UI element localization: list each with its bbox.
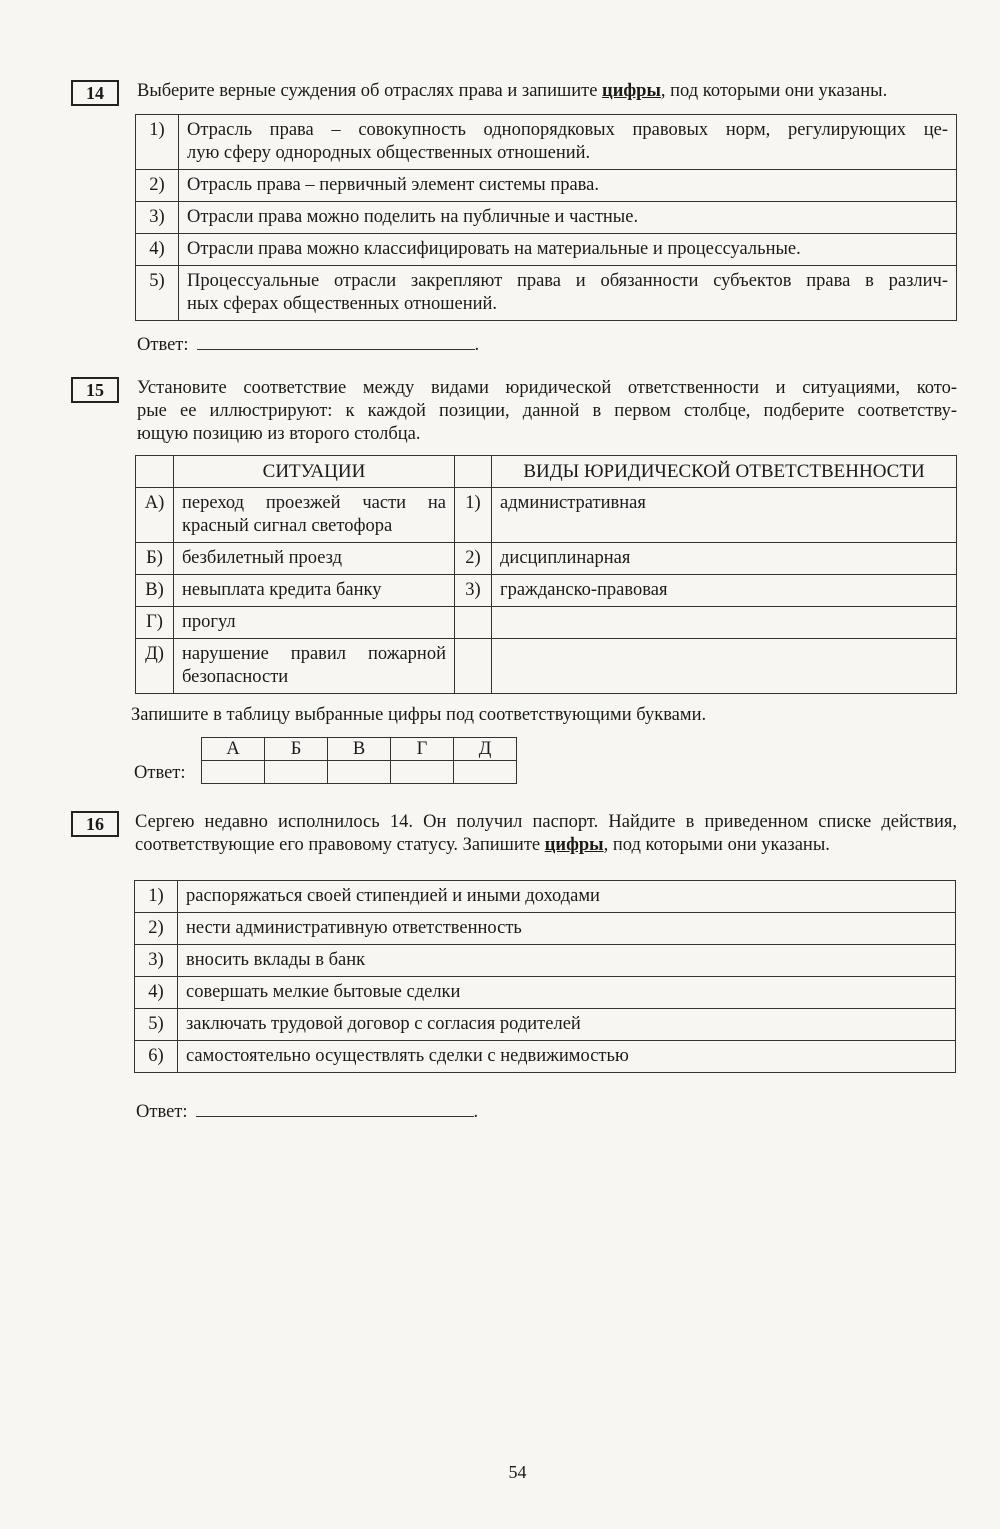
table-row bbox=[136, 266, 957, 321]
item-text: Отрасли права можно классифицировать на материальные и процессуальные. bbox=[179, 234, 957, 266]
row-letter: Б) bbox=[136, 543, 174, 575]
header-kinds: ВИДЫ ЮРИДИЧЕСКОЙ ОТВЕТСТВЕННОСТИ bbox=[492, 456, 957, 488]
table-header-row bbox=[136, 456, 957, 488]
item-number: 3) bbox=[136, 202, 179, 234]
item-number: 4) bbox=[136, 234, 179, 266]
task-15-answer-grid bbox=[201, 737, 517, 784]
prompt-line bbox=[135, 834, 957, 857]
task-14-answer bbox=[137, 331, 479, 357]
row-letter: Д) bbox=[136, 639, 174, 694]
grid-letter: А bbox=[202, 738, 265, 761]
task-15-answer-label: Ответ: bbox=[134, 763, 186, 783]
prompt-line: Установите соответствие между видами юридической ответственности и ситуациями, кото- bbox=[137, 378, 957, 398]
grid-letter: В bbox=[328, 738, 391, 761]
table-row bbox=[135, 1041, 956, 1073]
task-number-15: 15 bbox=[71, 377, 119, 403]
grid-answer-cell[interactable] bbox=[328, 761, 391, 784]
situation-cell bbox=[174, 488, 455, 543]
table-row bbox=[136, 543, 957, 575]
answer-blank-field[interactable] bbox=[197, 331, 475, 350]
table-row bbox=[136, 575, 957, 607]
item-number: 1) bbox=[136, 115, 179, 170]
item-text: нести административную ответственность bbox=[178, 913, 956, 945]
item-text bbox=[179, 266, 957, 321]
answer-label: Ответ: bbox=[137, 335, 189, 355]
item-number: 1) bbox=[135, 881, 178, 913]
prompt-line: ющую позицию из второго столбца. bbox=[137, 424, 421, 444]
task-number-16: 16 bbox=[71, 811, 119, 837]
item-line: лую сферу однородных общественных отношений. bbox=[187, 143, 591, 163]
item-number: 5) bbox=[135, 1009, 178, 1041]
table-row bbox=[135, 881, 956, 913]
kind-number: 2) bbox=[455, 543, 492, 575]
item-text: распоряжаться своей стипендией и иными доходами bbox=[178, 881, 956, 913]
row-letter: Г) bbox=[136, 607, 174, 639]
kind-number bbox=[455, 639, 492, 694]
task-15-matching-table bbox=[135, 455, 957, 694]
prompt-bold: цифры bbox=[602, 81, 661, 101]
task-15-prompt bbox=[137, 377, 957, 446]
item-line: Процессуальные отрасли закрепляют права и обязанности субъектов права в различ- bbox=[187, 271, 948, 291]
situation-line: безопасности bbox=[182, 667, 289, 687]
item-text: Отрасли права можно поделить на публичные и частные. bbox=[179, 202, 957, 234]
grid-answer-row bbox=[202, 761, 517, 784]
table-row bbox=[136, 607, 957, 639]
grid-letter: Д bbox=[454, 738, 517, 761]
prompt-text: соответствующие его правовому статусу. Запишите bbox=[135, 835, 545, 855]
item-line: Отрасль права – совокупность однопорядковых правовых норм, регулирующих це- bbox=[187, 120, 948, 140]
header-empty-cell bbox=[136, 456, 174, 488]
prompt-text: Выберите верные суждения об отраслях права и запишите bbox=[137, 81, 603, 101]
item-number: 3) bbox=[135, 945, 178, 977]
grid-header-row bbox=[202, 738, 517, 761]
grid-answer-cell[interactable] bbox=[265, 761, 328, 784]
kind-cell: гражданско-правовая bbox=[492, 575, 957, 607]
row-letter: А) bbox=[136, 488, 174, 543]
row-letter: В) bbox=[136, 575, 174, 607]
situation-line: переход проезжей части на bbox=[182, 493, 446, 513]
table-row bbox=[135, 977, 956, 1009]
kind-number bbox=[455, 607, 492, 639]
prompt-bold: цифры bbox=[544, 835, 604, 855]
kind-cell: административная bbox=[492, 488, 957, 543]
prompt-line: рые ее иллюстрируют: к каждой позиции, данной в первом столбце, подберите соответству- bbox=[137, 401, 957, 421]
item-line: ных сферах общественных отношений. bbox=[187, 294, 498, 314]
header-situations: СИТУАЦИИ bbox=[174, 456, 455, 488]
answer-period: . bbox=[473, 1102, 479, 1122]
item-number: 2) bbox=[135, 913, 178, 945]
kind-number: 1) bbox=[455, 488, 492, 543]
header-empty-cell bbox=[455, 456, 492, 488]
task-16-answer bbox=[136, 1098, 478, 1124]
situation-line: красный сигнал светофора bbox=[182, 516, 393, 536]
situation-line: нарушение правил пожарной bbox=[182, 644, 446, 664]
item-number: 5) bbox=[136, 266, 179, 321]
grid-answer-cell[interactable] bbox=[391, 761, 454, 784]
table-row bbox=[136, 639, 957, 694]
situation-cell bbox=[174, 639, 455, 694]
table-row bbox=[136, 234, 957, 266]
kind-cell bbox=[492, 639, 957, 694]
prompt-line: Сергею недавно исполнилось 14. Он получил паспорт. Найдите в приведенном списке действия, bbox=[135, 812, 957, 832]
grid-letter: Г bbox=[391, 738, 454, 761]
table-row bbox=[136, 202, 957, 234]
answer-period: . bbox=[474, 335, 480, 355]
situation-cell: безбилетный проезд bbox=[174, 543, 455, 575]
kind-cell bbox=[492, 607, 957, 639]
task-number-14: 14 bbox=[71, 80, 119, 106]
prompt-text: , под которыми они указаны. bbox=[660, 81, 888, 101]
answer-blank-field[interactable] bbox=[196, 1098, 474, 1117]
table-row bbox=[135, 913, 956, 945]
item-text: самостоятельно осуществлять сделки с недвижимостью bbox=[178, 1041, 956, 1073]
task-15-instruction: Запишите в таблицу выбранные цифры под соответствующими буквами. bbox=[131, 705, 707, 725]
table-row bbox=[135, 945, 956, 977]
item-text: заключать трудовой договор с согласия родителей bbox=[178, 1009, 956, 1041]
kind-number: 3) bbox=[455, 575, 492, 607]
item-number: 4) bbox=[135, 977, 178, 1009]
task-16-prompt bbox=[135, 811, 957, 857]
kind-cell: дисциплинарная bbox=[492, 543, 957, 575]
task-14-prompt bbox=[137, 80, 957, 103]
page-number: 54 bbox=[508, 1462, 527, 1482]
answer-label: Ответ: bbox=[136, 1102, 188, 1122]
table-row bbox=[136, 488, 957, 543]
task-14-statements-table bbox=[135, 114, 957, 321]
task-16-actions-table bbox=[134, 880, 956, 1073]
situation-cell: прогул bbox=[174, 607, 455, 639]
grid-answer-cell[interactable] bbox=[202, 761, 265, 784]
table-row bbox=[136, 170, 957, 202]
grid-answer-cell[interactable] bbox=[454, 761, 517, 784]
item-text bbox=[179, 115, 957, 170]
table-row bbox=[135, 1009, 956, 1041]
item-number: 6) bbox=[135, 1041, 178, 1073]
item-text: вносить вклады в банк bbox=[178, 945, 956, 977]
item-number: 2) bbox=[136, 170, 179, 202]
item-text: Отрасль права – первичный элемент системы права. bbox=[179, 170, 957, 202]
table-row bbox=[136, 115, 957, 170]
item-text: совершать мелкие бытовые сделки bbox=[178, 977, 956, 1009]
grid-letter: Б bbox=[265, 738, 328, 761]
prompt-text: , под которыми они указаны. bbox=[603, 835, 830, 855]
situation-cell: невыплата кредита банку bbox=[174, 575, 455, 607]
